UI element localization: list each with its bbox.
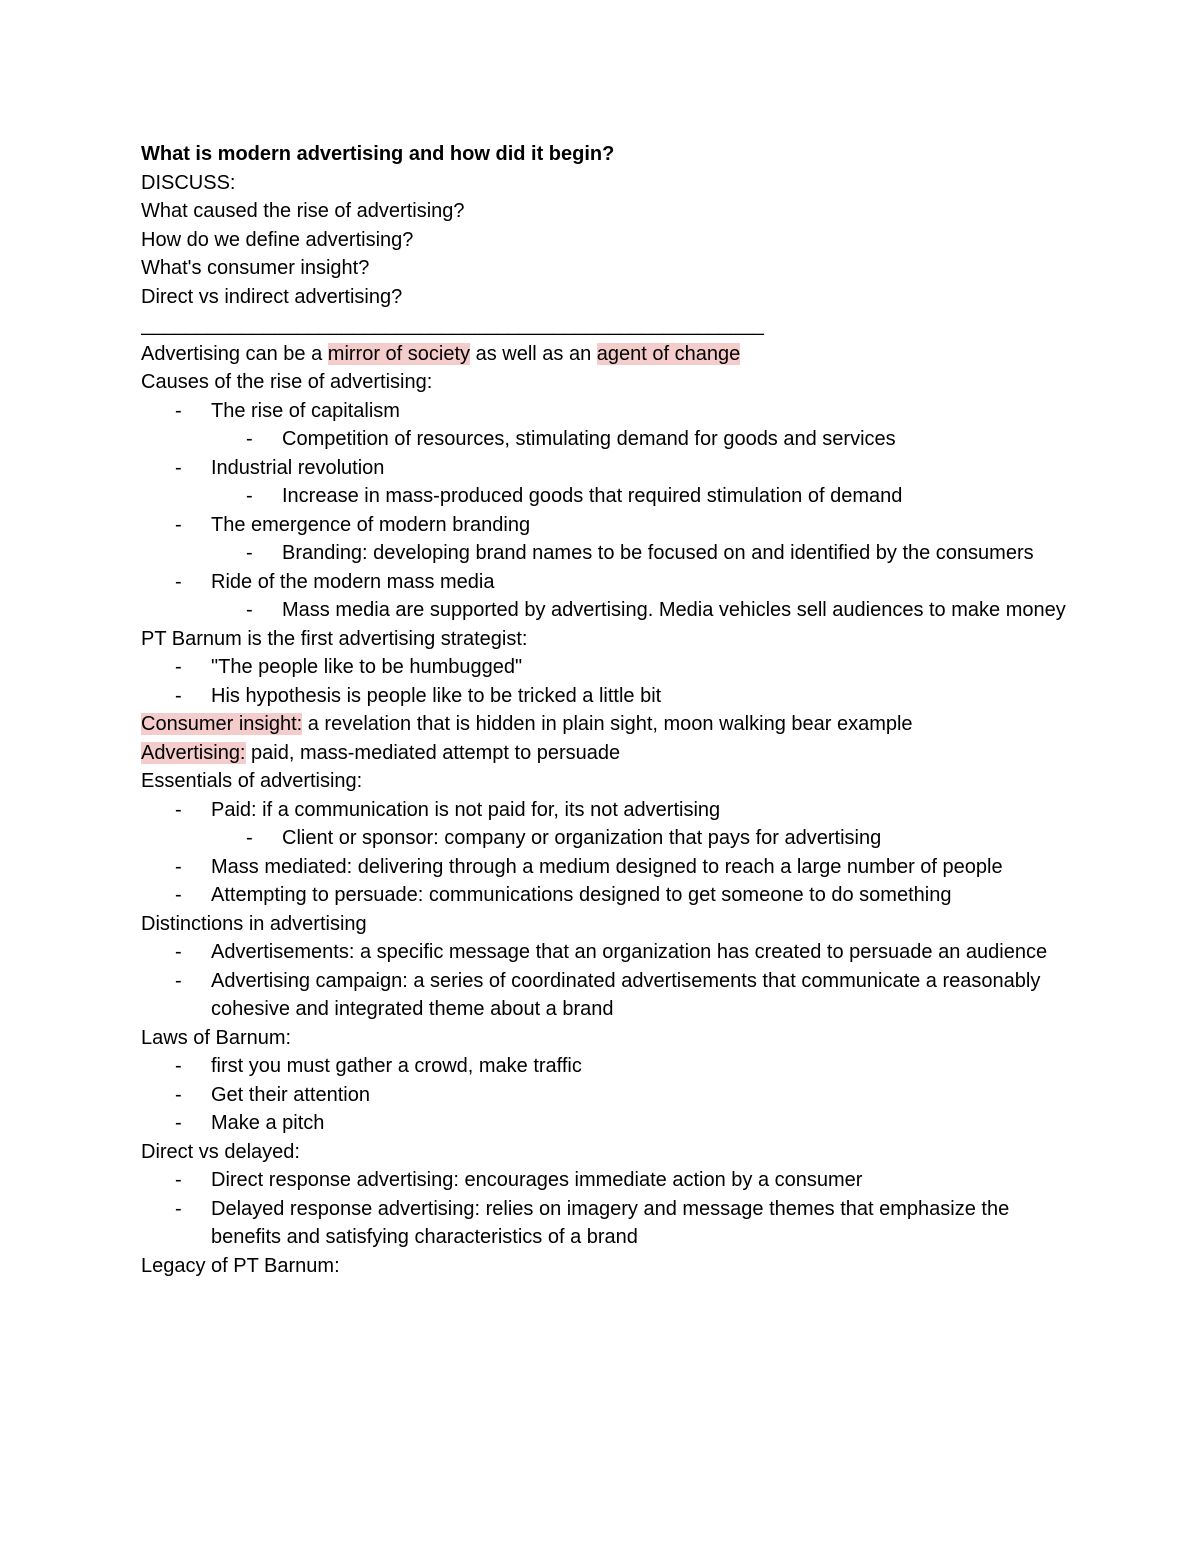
list-item-text: Industrial revolution <box>211 456 385 479</box>
list-item <box>141 824 1072 853</box>
direct-list <box>141 1166 1101 1252</box>
definition-text: paid, mass-mediated attempt to persuade <box>245 741 621 764</box>
list-item <box>141 539 1072 568</box>
page-title: What is modern advertising and how did it begin? <box>141 143 615 165</box>
mirror-line-text: as well as an <box>470 342 597 365</box>
causes-list <box>141 397 1101 625</box>
discuss-question: What caused the rise of advertising? <box>141 200 465 222</box>
list-item-text: Get their attention <box>211 1083 370 1106</box>
bullet-dash: - <box>246 428 253 450</box>
list-item <box>141 967 1071 1024</box>
list-item-text: Mass media are supported by advertising. Media vehicles sell audiences to make money <box>282 599 1066 621</box>
barnum-list <box>141 653 1101 710</box>
list-item <box>141 796 1071 825</box>
bullet-dash: - <box>246 485 253 507</box>
list-item-text: His hypothesis is people like to be tricked a little bit <box>211 684 662 707</box>
list-item-text: first you must gather a crowd, make traffic <box>211 1055 582 1077</box>
list-item-text: Attempting to persuade: communications designed to get someone to do something <box>211 884 952 906</box>
bullet-dash: - <box>175 941 182 963</box>
list-item <box>141 482 1072 511</box>
bullet-dash: - <box>175 1197 182 1220</box>
advertising-definition <box>141 739 1101 768</box>
list-item <box>141 1052 1071 1081</box>
list-item-text: Competition of resources, stimulating demand for goods and services <box>282 428 896 450</box>
definition-text: a revelation that is hidden in plain sight, moon walking bear example <box>302 713 913 735</box>
list-item <box>141 1109 1071 1138</box>
document-page <box>141 140 1101 1280</box>
list-item <box>141 1081 1071 1110</box>
bullet-dash: - <box>175 798 182 821</box>
distinctions-heading: Distinctions in advertising <box>141 912 367 935</box>
barnum-heading: PT Barnum is the first advertising strategist: <box>141 627 528 650</box>
section-divider: ________________________________________________________ <box>141 314 764 336</box>
bullet-dash: - <box>175 1112 182 1134</box>
list-item <box>141 454 1071 483</box>
bullet-dash: - <box>175 969 182 992</box>
legacy-heading: Legacy of PT Barnum: <box>141 1254 340 1277</box>
list-item-text: Paid: if a communication is not paid for, its not advertising <box>211 798 721 821</box>
list-item-text: Make a pitch <box>211 1112 325 1134</box>
bullet-dash: - <box>175 684 182 707</box>
bullet-dash: - <box>175 399 182 422</box>
bullet-dash: - <box>175 656 182 678</box>
list-item <box>141 682 1071 711</box>
discuss-question: How do we define advertising? <box>141 228 414 251</box>
list-item <box>141 425 1072 454</box>
list-item-text: Advertisements: a specific message that an organization has created to persuade an audience <box>211 941 1048 963</box>
list-item <box>141 881 1071 910</box>
distinctions-list <box>141 938 1101 1024</box>
bullet-dash: - <box>175 456 182 479</box>
laws-list <box>141 1052 1101 1138</box>
causes-heading: Causes of the rise of advertising: <box>141 371 433 393</box>
consumer-insight-definition <box>141 710 1101 739</box>
discuss-question: Direct vs indirect advertising? <box>141 285 403 308</box>
highlight-advertising: Advertising: <box>141 741 246 764</box>
bullet-dash: - <box>246 827 253 849</box>
essentials-list <box>141 796 1101 910</box>
list-item <box>141 938 1071 967</box>
bullet-dash: - <box>175 1169 182 1191</box>
list-item-text: Ride of the modern mass media <box>211 570 495 593</box>
bullet-dash: - <box>246 599 253 621</box>
list-item <box>141 1166 1071 1195</box>
discuss-label: DISCUSS: <box>141 171 236 194</box>
list-item-text: Client or sponsor: company or organization that pays for advertising <box>282 827 882 849</box>
laws-heading: Laws of Barnum: <box>141 1026 292 1049</box>
list-item-text: Direct response advertising: encourages immediate action by a consumer <box>211 1169 863 1191</box>
list-item-text: Advertising campaign: a series of coordinated advertisements that communicate a reasonably cohesive and integrated theme about a brand <box>211 969 1041 1020</box>
essentials-heading: Essentials of advertising: <box>141 770 363 792</box>
list-item <box>141 397 1071 426</box>
bullet-dash: - <box>175 1083 182 1106</box>
bullet-dash: - <box>175 1055 182 1077</box>
list-item-text: The emergence of modern branding <box>211 513 531 536</box>
mirror-line-text: Advertising can be a <box>141 342 328 365</box>
list-item <box>141 511 1071 540</box>
bullet-dash: - <box>246 542 253 564</box>
list-item-text: Delayed response advertising: relies on imagery and message themes that emphasize the benefits and satisfying characteristics of a brand <box>211 1197 1010 1248</box>
bullet-dash: - <box>175 884 182 906</box>
list-item <box>141 653 1071 682</box>
list-item-text: Mass mediated: delivering through a medium designed to reach a large number of people <box>211 855 1003 878</box>
list-item-text: Branding: developing brand names to be focused on and identified by the consumers <box>282 542 1034 564</box>
bullet-dash: - <box>175 855 182 878</box>
list-item <box>141 1195 1071 1252</box>
discuss-question: What's consumer insight? <box>141 257 370 279</box>
list-item-text: "The people like to be humbugged" <box>211 656 523 678</box>
list-item <box>141 853 1071 882</box>
bullet-dash: - <box>175 570 182 593</box>
highlight-agent-of-change: agent of change <box>596 342 741 365</box>
direct-heading: Direct vs delayed: <box>141 1140 300 1163</box>
list-item-text: Increase in mass-produced goods that required stimulation of demand <box>282 485 903 507</box>
mirror-of-society-line <box>141 340 1101 369</box>
bullet-dash: - <box>175 513 182 536</box>
highlight-mirror-of-society: mirror of society <box>327 342 471 365</box>
list-item <box>141 596 1072 625</box>
highlight-consumer-insight: Consumer insight: <box>141 713 303 735</box>
list-item-text: The rise of capitalism <box>211 399 400 422</box>
list-item <box>141 568 1071 597</box>
